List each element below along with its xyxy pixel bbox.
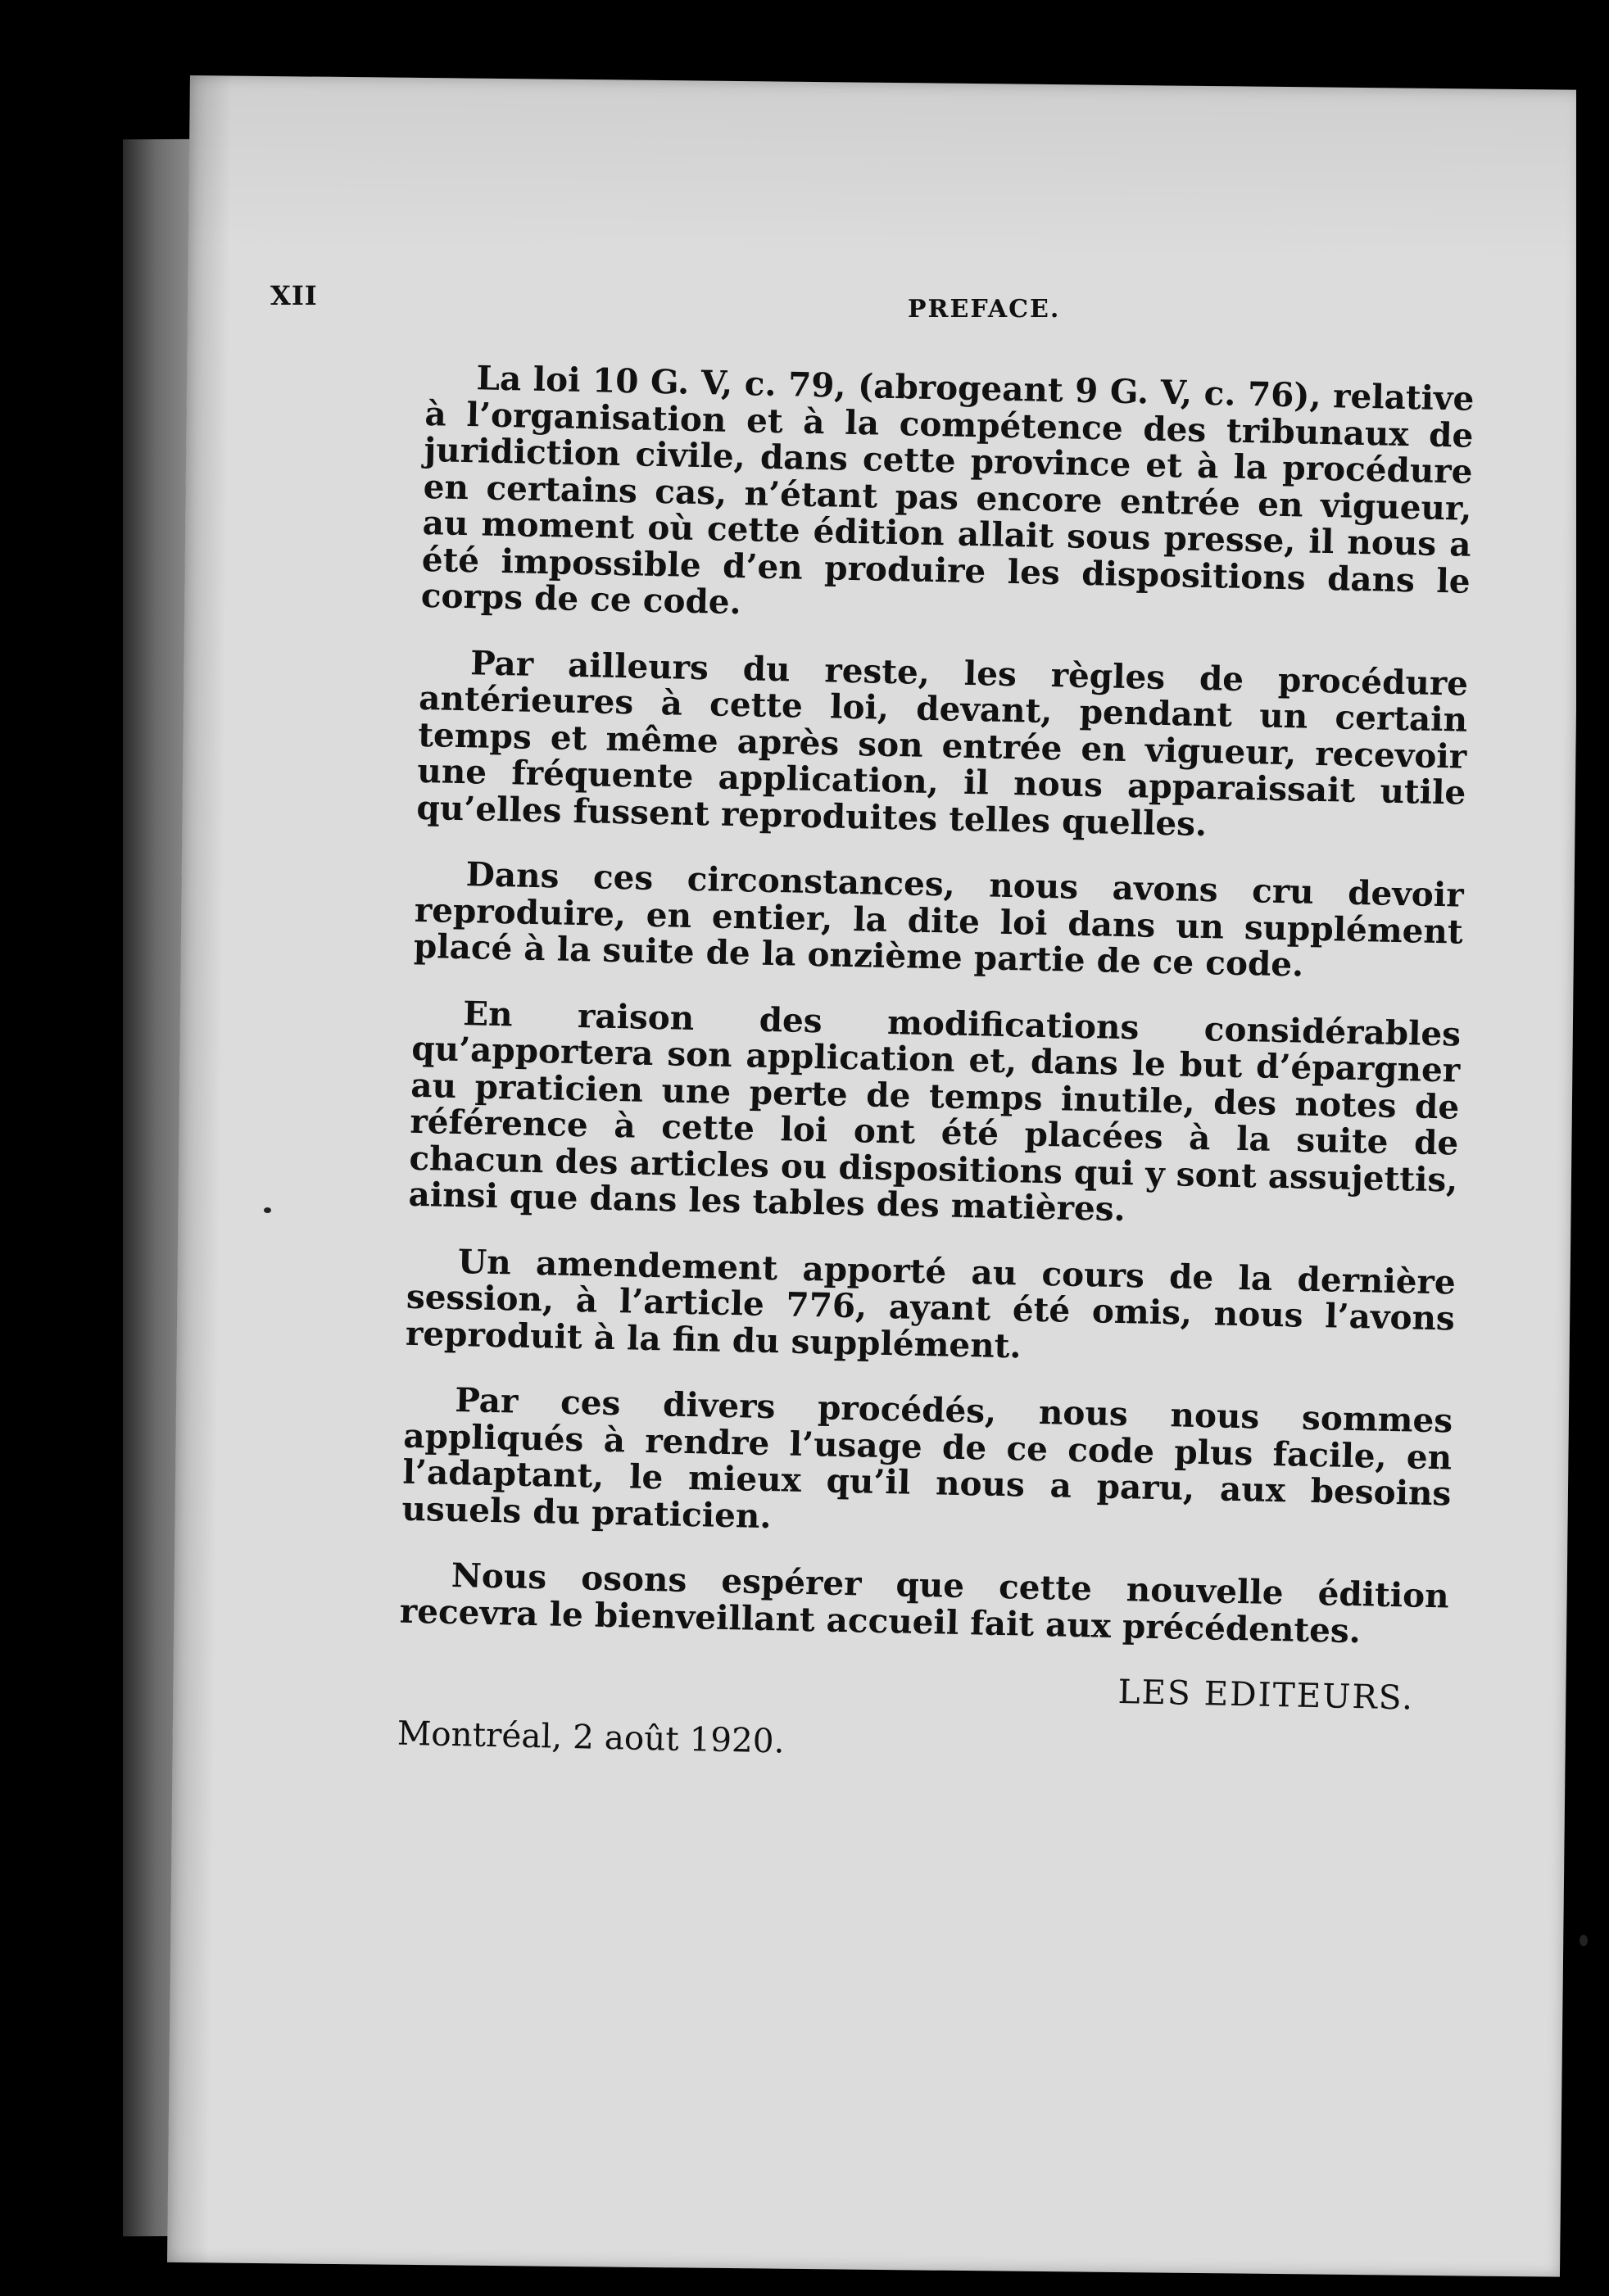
ink-speck — [264, 1207, 271, 1213]
paragraph-2: Par ailleurs du reste, les règles de procédure antérieures à cette loi, devant, pendant un certain temps et même après son entrée en vigueur, recevoir une fréquente application, il nous apparaissait utile qu’elles fussent reproduites telles quelles. — [416, 642, 1469, 844]
scan-border — [1576, 0, 1609, 2296]
paragraph-6: Par ces divers procédés, nous nous sommes appliqués à rendre l’usage de ce code plus facile, en l’adaptant, le mieux qu’il nous a paru, aux besoins usuels du praticien. — [401, 1380, 1453, 1536]
page-heading: PREFACE. — [908, 295, 1061, 324]
dateline: Montréal, 2 août 1920. — [397, 1713, 786, 1761]
running-head — [270, 280, 1450, 329]
paragraph-7: Nous osons espérer que cette nouvelle édition recevra le bienveillant accueil fait aux précédentes. — [399, 1555, 1450, 1651]
preface-body — [397, 359, 1474, 1773]
paragraph-1: La loi 10 G. V, c. 79, (abrogeant 9 G. V, c. 76), relative à l’organisation et à la compétence des tribunaux de juridiction civile, dans cette province et à la procédure en certains cas, n’étant pas encore entrée en vigueur, au moment où cette édition allait sous presse, il nous a été impossible d’en produire les dispositions dans le corps de ce code. — [420, 358, 1475, 623]
signature: LES EDITEURS. — [1117, 1672, 1415, 1718]
paragraph-5: Un amendement apporté au cours de la dernière session, à l’article 776, ayant été omis, nous l’avons reproduit à la fin du supplément. — [405, 1241, 1457, 1365]
ink-speck — [1580, 1935, 1588, 1946]
page-number: XII — [270, 280, 318, 311]
paragraph-3: Dans ces circonstances, nous avons cru devoir reproduire, en entier, la dite loi dans un supplément placé à la suite de la onzième partie de ce code. — [413, 854, 1465, 985]
paragraph-4: En raison des modifications considérables qu’apportera son application et, dans le but d’épargner au praticien une perte de temps inutile, des notes de référence à cette loi ont été placées à la suite de chacun des articles ou dispositions qui y sont assujettis, ainsi que dans les tables des matières. — [408, 993, 1462, 1230]
